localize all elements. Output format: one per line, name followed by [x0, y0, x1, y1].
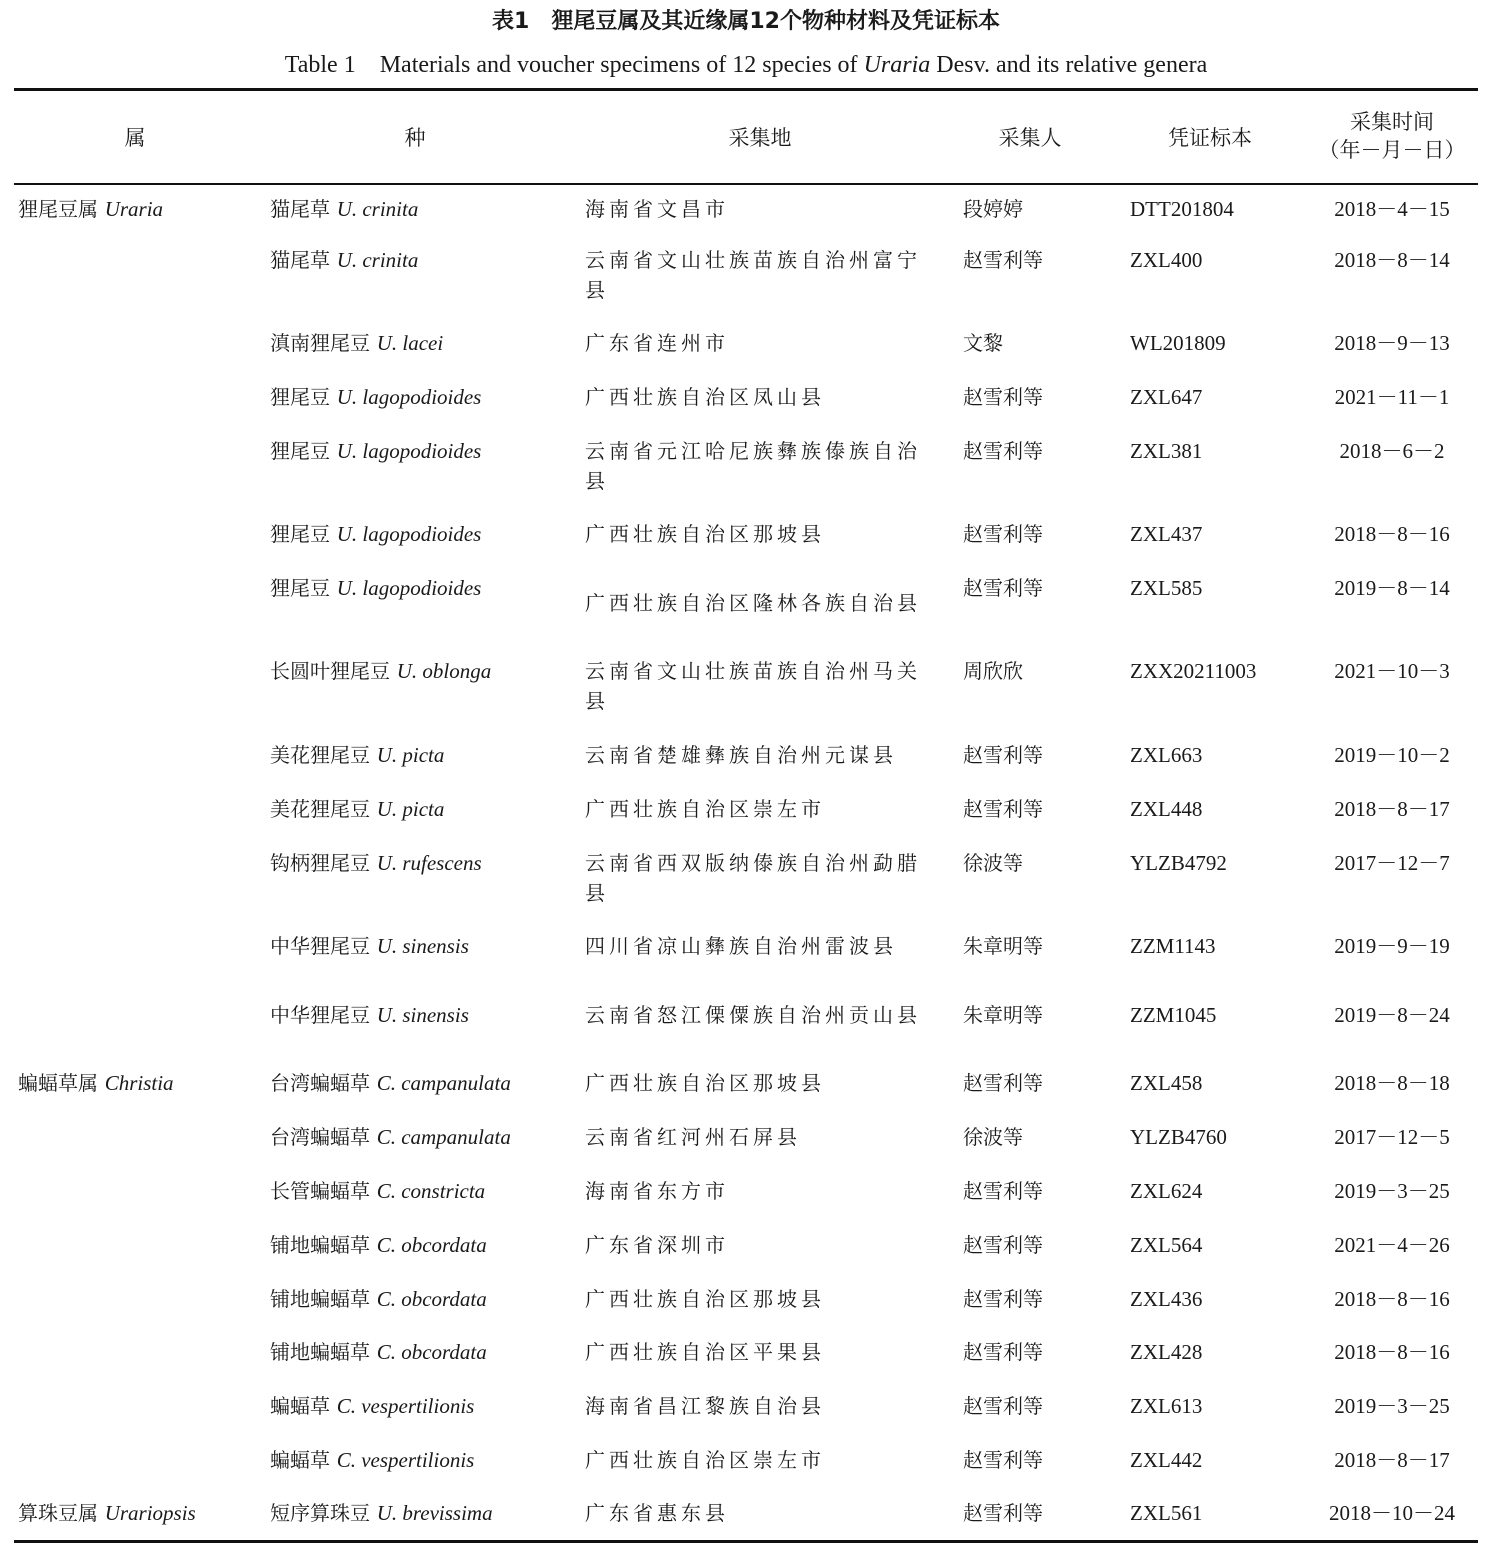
location-cell: [585, 588, 940, 618]
species-cn: 狸尾豆: [270, 522, 330, 546]
date-cell: 2019－8－24: [1334, 1003, 1450, 1027]
species-latin: U. oblonga: [396, 659, 492, 683]
species-cell: [270, 1337, 487, 1367]
species-cell: [270, 1391, 474, 1421]
header-species: 种: [404, 126, 426, 150]
date-cell: 2018－8－17: [1334, 797, 1450, 821]
genus-cell: [18, 194, 163, 224]
species-cn: 中华狸尾豆: [270, 934, 370, 958]
date-cell: 2018－8－17: [1334, 1448, 1450, 1472]
voucher-cell: ZXL663: [1130, 743, 1203, 767]
species-cn: 狸尾豆: [270, 385, 330, 409]
species-cn: 猫尾草: [270, 197, 330, 221]
voucher-cell: ZXL381: [1130, 439, 1203, 463]
species-cell: [270, 194, 418, 224]
location-cell: [585, 848, 940, 908]
voucher-cell: ZXL437: [1130, 522, 1203, 546]
species-latin: U. lagopodioides: [336, 439, 482, 463]
voucher-cell: ZZM1045: [1130, 1003, 1217, 1027]
location-text: 海南省文昌市: [585, 197, 729, 221]
location-cell: [585, 382, 940, 412]
genus-cn: 算珠豆属: [18, 1501, 98, 1525]
species-latin: U. lagopodioides: [336, 522, 482, 546]
date-cell: 2021－10－3: [1334, 659, 1450, 683]
collector-cell: 赵雪利等: [963, 1233, 1043, 1257]
species-cell: [270, 794, 444, 824]
table-title-cn: 表1 狸尾豆属及其近缘属12个物种材料及凭证标本: [492, 9, 1000, 34]
voucher-cell: WL201809: [1130, 331, 1226, 355]
species-cell: [270, 436, 481, 466]
title-en-italic: Uraria: [863, 52, 931, 78]
date-cell: 2019－3－25: [1334, 1394, 1450, 1418]
collector-cell: 赵雪利等: [963, 576, 1043, 600]
species-latin: C. obcordata: [376, 1340, 487, 1364]
location-cell: [585, 656, 940, 716]
date-cell: 2021－11－1: [1334, 385, 1450, 409]
location-cell: [585, 519, 940, 549]
date-cell: 2017－12－7: [1334, 851, 1450, 875]
species-cell: [270, 740, 444, 770]
date-cell: 2018－8－18: [1334, 1071, 1450, 1095]
voucher-cell: ZXL428: [1130, 1340, 1203, 1364]
location-text: 海南省东方市: [585, 1179, 729, 1203]
species-cn: 钩柄狸尾豆: [270, 851, 370, 875]
species-cell: [270, 1122, 511, 1152]
location-text: 广东省连州市: [585, 331, 729, 355]
collector-cell: 段婷婷: [963, 197, 1023, 221]
location-text: 广东省深圳市: [585, 1233, 729, 1257]
genus-cn: 狸尾豆属: [18, 197, 98, 221]
date-cell: 2019－9－19: [1334, 934, 1450, 958]
collector-cell: 周欣欣: [963, 659, 1023, 683]
header-voucher: 凭证标本: [1168, 126, 1252, 150]
collector-cell: 徐波等: [963, 1125, 1023, 1149]
location-cell: [585, 1337, 940, 1367]
species-cn: 台湾蝙蝠草: [270, 1071, 370, 1095]
voucher-cell: ZXX20211003: [1130, 659, 1257, 683]
collector-cell: 赵雪利等: [963, 1071, 1043, 1095]
location-text: 云南省西双版纳傣族自治州勐腊县: [585, 851, 921, 905]
species-latin: U. brevissima: [376, 1501, 493, 1525]
location-text: 云南省文山壮族苗族自治州马关县: [585, 659, 921, 713]
species-cn: 铺地蝙蝠草: [270, 1233, 370, 1257]
species-cn: 美花狸尾豆: [270, 797, 370, 821]
location-cell: [585, 194, 940, 224]
date-cell: 2018－8－16: [1334, 1287, 1450, 1311]
location-text: 广西壮族自治区那坡县: [585, 522, 825, 546]
voucher-cell: ZXL564: [1130, 1233, 1203, 1257]
species-cn: 铺地蝙蝠草: [270, 1287, 370, 1311]
species-latin: C. constricta: [376, 1179, 486, 1203]
species-latin: U. crinita: [336, 197, 419, 221]
species-cell: [270, 848, 482, 878]
species-latin: U. lagopodioides: [336, 385, 482, 409]
location-text: 广西壮族自治区凤山县: [585, 385, 825, 409]
species-cn: 滇南狸尾豆: [270, 331, 370, 355]
species-cn: 铺地蝙蝠草: [270, 1340, 370, 1364]
collector-cell: 赵雪利等: [963, 1340, 1043, 1364]
title-en-post: Desv. and its relative genera: [930, 52, 1208, 78]
collector-cell: 赵雪利等: [963, 1179, 1043, 1203]
location-text: 云南省怒江傈僳族自治州贡山县: [585, 1003, 921, 1027]
location-text: 云南省红河州石屏县: [585, 1125, 801, 1149]
date-cell: 2018－10－24: [1329, 1501, 1455, 1525]
species-cn: 狸尾豆: [270, 576, 330, 600]
location-text: 广西壮族自治区那坡县: [585, 1287, 825, 1311]
location-cell: [585, 1122, 940, 1152]
species-cell: [270, 1068, 511, 1098]
header-date-line1: 采集时间: [1350, 110, 1434, 134]
species-latin: C. campanulata: [376, 1125, 511, 1149]
location-cell: [585, 1000, 940, 1030]
location-text: 广西壮族自治区隆林各族自治县: [585, 591, 921, 615]
location-cell: [585, 1498, 940, 1528]
species-latin: U. picta: [376, 743, 445, 767]
genus-latin: Urariopsis: [104, 1501, 196, 1525]
voucher-cell: ZXL561: [1130, 1501, 1203, 1525]
date-cell: 2018－9－13: [1334, 331, 1450, 355]
collector-cell: 文黎: [963, 331, 1003, 355]
location-text: 广西壮族自治区崇左市: [585, 797, 825, 821]
voucher-cell: ZXL448: [1130, 797, 1203, 821]
species-latin: U. sinensis: [376, 934, 469, 958]
species-latin: U. lagopodioides: [336, 576, 482, 600]
location-text: 海南省昌江黎族自治县: [585, 1394, 825, 1418]
date-cell: 2019－3－25: [1334, 1179, 1450, 1203]
date-cell: 2017－12－5: [1334, 1125, 1450, 1149]
voucher-cell: YLZB4760: [1130, 1125, 1227, 1149]
location-cell: [585, 1230, 940, 1260]
species-latin: U. picta: [376, 797, 445, 821]
location-cell: [585, 1068, 940, 1098]
header-date-line2: （年－月－日）: [1318, 138, 1466, 162]
voucher-cell: YLZB4792: [1130, 851, 1227, 875]
location-cell: [585, 245, 940, 305]
voucher-cell: ZXL613: [1130, 1394, 1203, 1418]
species-cn: 蝙蝠草: [270, 1394, 330, 1418]
species-cell: [270, 1176, 485, 1206]
location-text: 广东省惠东县: [585, 1501, 729, 1525]
date-cell: 2018－4－15: [1334, 197, 1450, 221]
species-cn: 长管蝙蝠草: [270, 1179, 370, 1203]
collector-cell: 赵雪利等: [963, 797, 1043, 821]
date-cell: 2018－6－2: [1339, 439, 1445, 463]
genus-latin: Uraria: [104, 197, 164, 221]
species-cn: 长圆叶狸尾豆: [270, 659, 390, 683]
species-cn: 中华狸尾豆: [270, 1003, 370, 1027]
collector-cell: 赵雪利等: [963, 439, 1043, 463]
species-cell: [270, 519, 481, 549]
voucher-cell: ZXL624: [1130, 1179, 1203, 1203]
collector-cell: 赵雪利等: [963, 385, 1043, 409]
location-cell: [585, 1391, 940, 1421]
collector-cell: 赵雪利等: [963, 522, 1043, 546]
species-cn: 猫尾草: [270, 248, 330, 272]
header-date: [1310, 108, 1474, 164]
date-cell: 2018－8－14: [1334, 248, 1450, 272]
species-cell: [270, 656, 491, 686]
genus-cn: 蝙蝠草属: [18, 1071, 98, 1095]
species-cn: 狸尾豆: [270, 439, 330, 463]
table-title-en: [0, 44, 1492, 79]
location-cell: [585, 794, 940, 824]
species-latin: U. sinensis: [376, 1003, 469, 1027]
header-genus: 属: [124, 126, 146, 150]
location-text: 广西壮族自治区平果县: [585, 1340, 825, 1364]
date-cell: 2021－4－26: [1334, 1233, 1450, 1257]
location-cell: [585, 1176, 940, 1206]
header-rule: [14, 183, 1478, 185]
voucher-cell: ZXL458: [1130, 1071, 1203, 1095]
species-cn: 蝙蝠草: [270, 1448, 330, 1472]
location-text: 云南省文山壮族苗族自治州富宁县: [585, 248, 921, 302]
location-cell: [585, 1445, 940, 1475]
header-location: 采集地: [728, 126, 792, 150]
genus-cell: [18, 1498, 196, 1528]
collector-cell: 赵雪利等: [963, 248, 1043, 272]
species-cell: [270, 1000, 469, 1030]
voucher-cell: ZXL442: [1130, 1448, 1203, 1472]
collector-cell: 赵雪利等: [963, 1501, 1043, 1525]
location-cell: [585, 931, 940, 961]
species-cell: [270, 931, 469, 961]
voucher-cell: ZXL585: [1130, 576, 1203, 600]
species-latin: C. campanulata: [376, 1071, 511, 1095]
species-cell: [270, 573, 481, 603]
date-cell: 2019－10－2: [1334, 743, 1450, 767]
genus-cell: [18, 1068, 174, 1098]
top-rule: [14, 88, 1478, 91]
voucher-cell: ZXL400: [1130, 248, 1203, 272]
date-cell: 2018－8－16: [1334, 522, 1450, 546]
species-cn: 台湾蝙蝠草: [270, 1125, 370, 1149]
collector-cell: 赵雪利等: [963, 1287, 1043, 1311]
date-cell: 2018－8－16: [1334, 1340, 1450, 1364]
species-cell: [270, 245, 418, 275]
species-cn: 美花狸尾豆: [270, 743, 370, 767]
species-cell: [270, 382, 481, 412]
collector-cell: 朱章明等: [963, 1003, 1043, 1027]
bottom-rule: [14, 1540, 1478, 1543]
location-text: 四川省凉山彝族自治州雷波县: [585, 934, 897, 958]
voucher-cell: ZXL647: [1130, 385, 1203, 409]
collector-cell: 赵雪利等: [963, 743, 1043, 767]
location-text: 广西壮族自治区崇左市: [585, 1448, 825, 1472]
species-latin: C. vespertilionis: [336, 1394, 475, 1418]
location-cell: [585, 740, 940, 770]
species-cell: [270, 328, 443, 358]
species-cell: [270, 1284, 487, 1314]
species-latin: C. obcordata: [376, 1287, 487, 1311]
location-cell: [585, 1284, 940, 1314]
location-text: 广西壮族自治区那坡县: [585, 1071, 825, 1095]
date-cell: 2019－8－14: [1334, 576, 1450, 600]
species-latin: C. obcordata: [376, 1233, 487, 1257]
species-cell: [270, 1498, 493, 1528]
collector-cell: 赵雪利等: [963, 1448, 1043, 1472]
location-cell: [585, 436, 940, 496]
collector-cell: 朱章明等: [963, 934, 1043, 958]
voucher-cell: DTT201804: [1130, 197, 1234, 221]
collector-cell: 徐波等: [963, 851, 1023, 875]
collector-cell: 赵雪利等: [963, 1394, 1043, 1418]
voucher-cell: ZZM1143: [1130, 934, 1216, 958]
genus-latin: Christia: [104, 1071, 174, 1095]
location-text: 云南省元江哈尼族彝族傣族自治县: [585, 439, 921, 493]
voucher-cell: ZXL436: [1130, 1287, 1203, 1311]
location-cell: [585, 328, 940, 358]
location-text: 云南省楚雄彝族自治州元谋县: [585, 743, 897, 767]
species-cell: [270, 1445, 474, 1475]
species-cell: [270, 1230, 487, 1260]
title-en-pre: Table 1 Materials and voucher specimens of 12 species of: [284, 52, 864, 78]
species-cn: 短序算珠豆: [270, 1501, 370, 1525]
species-latin: U. crinita: [336, 248, 419, 272]
species-latin: C. vespertilionis: [336, 1448, 475, 1472]
species-latin: U. lacei: [376, 331, 444, 355]
species-latin: U. rufescens: [376, 851, 482, 875]
header-collector: 采集人: [998, 126, 1062, 150]
